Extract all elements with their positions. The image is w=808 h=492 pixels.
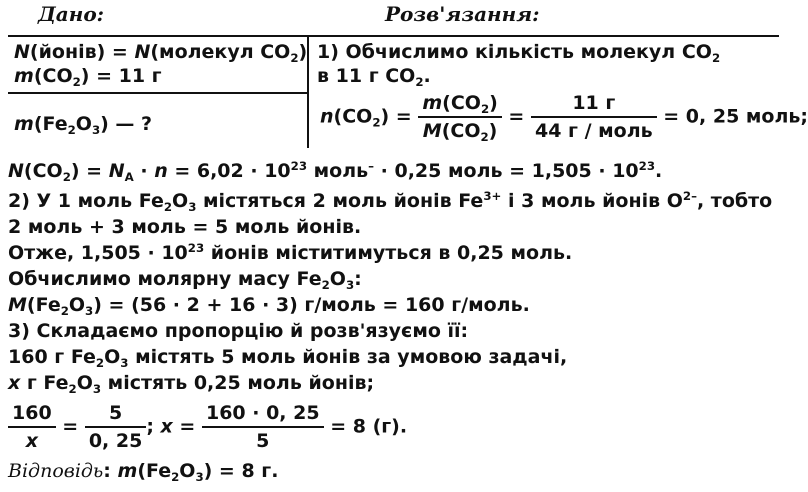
formula-moles-co2: $n(CO_2)$ = $\frac{m(CO_2)}{M(CO_2)}$ = $\frac{11 г}{\text{44 г / моль}}$ = 0, 25 моль; (320, 92, 808, 145)
solution-header: Розв'язання: (385, 2, 540, 26)
top-rule (8, 35, 779, 37)
fraction-mass-over-molar: $\frac{m(CO_2)}{M(CO_2)}$ (418, 92, 501, 142)
fraction-5-over-025: $\frac{5}{0, 25}$ (85, 402, 147, 452)
given-line-2: $m(CO_2) = 11$ г (14, 65, 162, 90)
proportion-equation: $\frac{160}{x}$ = $\frac{5}{0, 25}$ ; x = $\frac{160 \cdot 0, 25}{5}$ = 8 (г). (8, 402, 407, 452)
line-proportion-2: x г $Fe_2O_3$ містять 0,25 моль йонів; (8, 372, 375, 397)
line-molar-mass-intro: Обчислимо молярну масу $Fe_2O_3$: (8, 268, 362, 293)
line-avogadro: $N(CO_2) = N_A \cdot n = 6,02 \cdot 10^{23}$ моль– · 0,25 моль = $1,505 \cdot 10^{23}$. (8, 158, 663, 185)
given-line-1: N(йонів) = N(молекул $CO_2$) (14, 41, 308, 66)
step1-line-2: в 11 г $CO_2$. (317, 65, 431, 90)
line-proportion-1: 160 г $Fe_2O_3$ містять 5 моль йонів за умовою задачі, (8, 346, 568, 371)
fraction-11-over-44: $\frac{11 г}{\text{44 г / моль}}$ (531, 92, 657, 142)
step1-line-1: 1) Обчислимо кількість молекул $CO_2$ (317, 41, 721, 66)
fraction-160-over-x: $\frac{160}{x}$ (8, 402, 56, 452)
given-unknown: $m(Fe_2O_3)$ — ? (14, 113, 153, 138)
line-step3: 3) Складаємо пропорцію й розв'язуємо її: (8, 320, 469, 342)
answer-line: Відповідь: $m(Fe_2O_3) = 8$ г. (8, 460, 279, 485)
fraction-result: $\frac{160 \cdot 0, 25}{5}$ (202, 402, 324, 452)
given-rule (8, 92, 308, 94)
line-therefore: Отже, $1,505 \cdot 10^{23}$ йонів міститимуться в 0,25 моль. (8, 240, 573, 264)
line-step2: 2) У 1 моль $Fe_2O_3$ містяться 2 моль йонів $Fe^{3+}$ і 3 моль йонів $O^{2-}$, тобто (8, 188, 773, 215)
line-total-ions: 2 моль + 3 моль = 5 моль йонів. (8, 216, 362, 238)
line-molar-mass: $M(Fe_2O_3) = (56 \cdot 2 + 16 \cdot 3)$ г/моль = 160 г/моль. (8, 294, 530, 319)
given-header: Дано: (38, 2, 105, 26)
